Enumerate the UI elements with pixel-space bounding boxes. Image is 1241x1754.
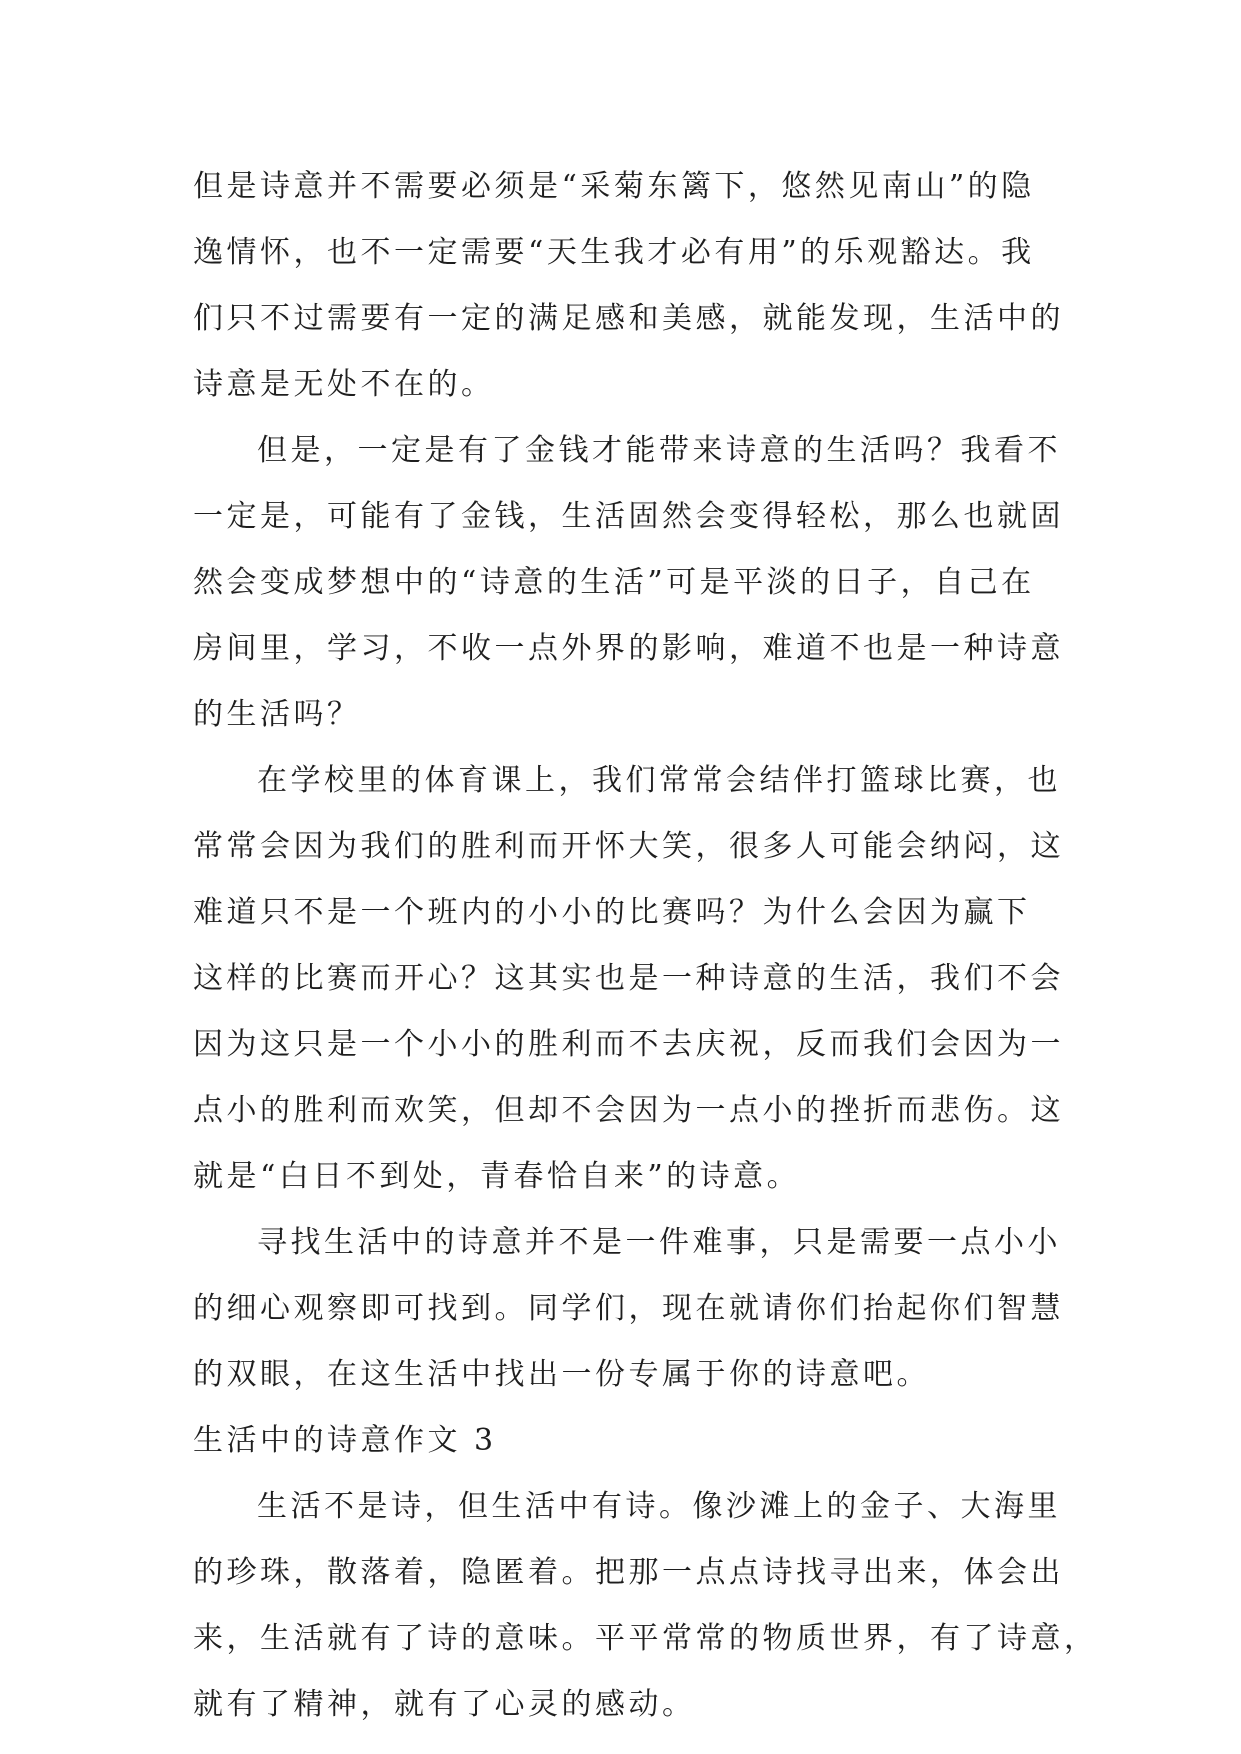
text-line: 生活不是诗，但生活中有诗。像沙滩上的金子、大海里 — [257, 1489, 1061, 1524]
document-body — [193, 154, 1098, 1738]
text-line: 常常会因为我们的胜利而开怀大笑，很多人可能会纳闷，这 — [193, 829, 1064, 864]
text-line: 难道只不是一个班内的小小的比赛吗？为什么会因为赢下 — [193, 895, 1031, 930]
text-line: 在学校里的体育课上，我们常常会结伴打篮球比赛，也 — [257, 763, 1061, 798]
paragraph — [193, 154, 1064, 418]
text-line: 一定是，可能有了金钱，生活固然会变得轻松，那么也就固 — [193, 499, 1064, 534]
text-line: 的双眼，在这生活中找出一份专属于你的诗意吧。 — [193, 1357, 930, 1392]
section-heading — [193, 1408, 1053, 1474]
paragraph — [193, 1210, 1064, 1408]
paragraph — [193, 748, 1064, 1210]
text-line: 但是诗意并不需要必须是“采菊东篱下，悠然见南山”的隐 — [193, 169, 1035, 204]
heading-text: 生活中的诗意作文 3 — [193, 1423, 497, 1458]
text-line: 房间里，学习，不收一点外界的影响，难道不也是一种诗意 — [193, 631, 1064, 666]
text-line: 们只不过需要有一定的满足感和美感，就能发现，生活中的 — [193, 301, 1064, 336]
text-line: 然会变成梦想中的“诗意的生活”可是平淡的日子，自己在 — [193, 565, 1035, 600]
text-line: 逸情怀，也不一定需要“天生我才必有用”的乐观豁达。我 — [193, 235, 1035, 270]
text-line: 诗意是无处不在的。 — [193, 367, 495, 402]
text-line: 寻找生活中的诗意并不是一件难事，只是需要一点小小 — [257, 1225, 1061, 1260]
text-line: 这样的比赛而开心？这其实也是一种诗意的生活，我们不会 — [193, 961, 1064, 996]
text-line: 点小的胜利而欢笑，但却不会因为一点小的挫折而悲伤。这 — [193, 1093, 1064, 1128]
text-line: 就是“白日不到处，青春恰自来”的诗意。 — [193, 1159, 801, 1194]
paragraph — [193, 1474, 1098, 1738]
text-line: 来，生活就有了诗的意味。平平常常的物质世界，有了诗意， — [193, 1621, 1098, 1656]
text-line: 因为这只是一个小小的胜利而不去庆祝，反而我们会因为一 — [193, 1027, 1064, 1062]
text-line: 就有了精神，就有了心灵的感动。 — [193, 1687, 696, 1722]
text-line: 的珍珠，散落着，隐匿着。把那一点点诗找寻出来，体会出 — [193, 1555, 1064, 1590]
text-line: 的细心观察即可找到。同学们，现在就请你们抬起你们智慧 — [193, 1291, 1064, 1326]
paragraph — [193, 418, 1064, 748]
text-line: 的生活吗？ — [193, 697, 361, 732]
text-line: 但是，一定是有了金钱才能带来诗意的生活吗？我看不 — [257, 433, 1061, 468]
